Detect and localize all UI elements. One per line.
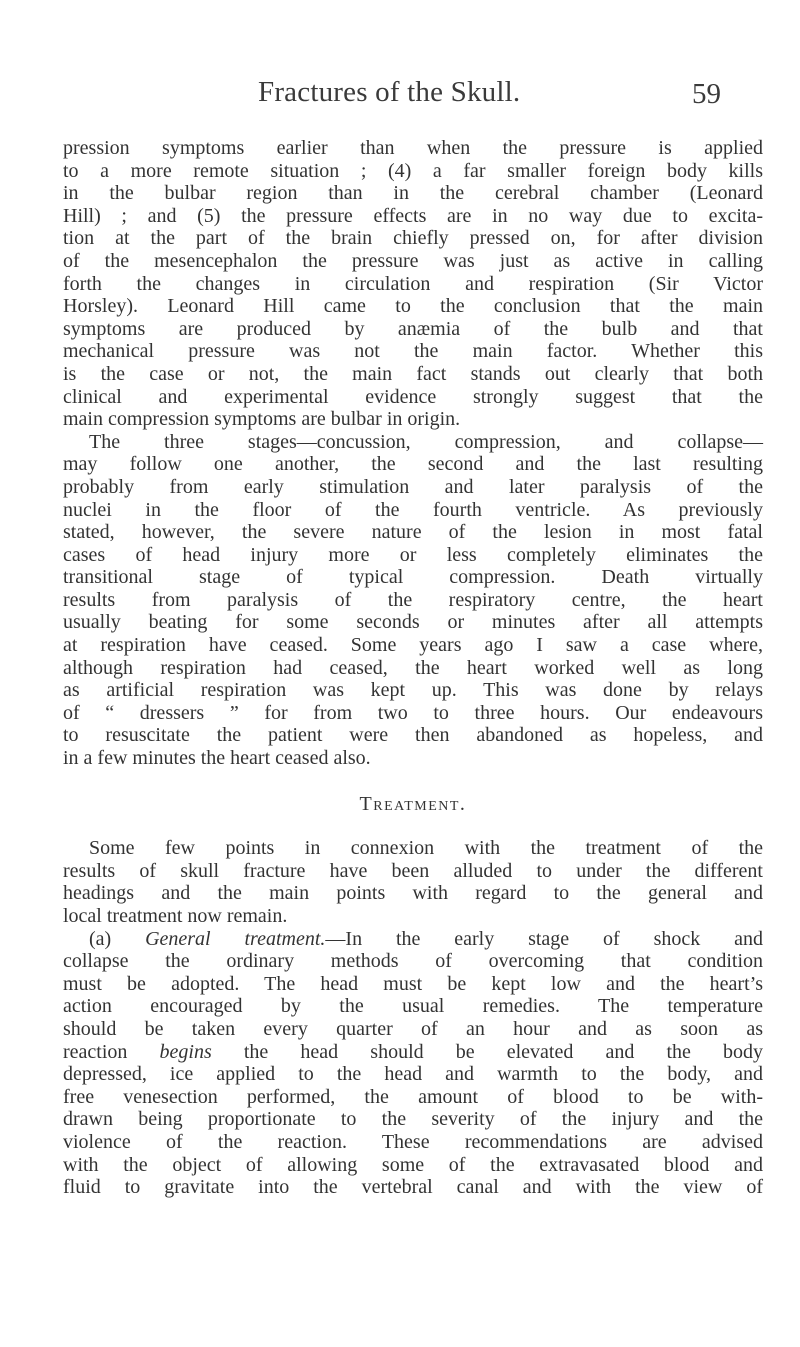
text-line: must be adopted. The head must be kept low and the heart’s [63, 972, 763, 995]
text-line: violence of the reaction. These recommendations are advised [63, 1130, 763, 1153]
text-line: although respiration had ceased, the heart worked well as long [63, 656, 763, 679]
text-line: headings and the main points with regard to the general and [63, 882, 763, 905]
subsection-title: General treatment. [145, 927, 326, 950]
text-line: at respiration have ceased. Some years ago I saw a case where, [63, 634, 763, 657]
subsection-label: (a) [89, 927, 112, 950]
text-line: is the case or not, the main fact stands out clearly that both [63, 362, 763, 385]
text-line: main compression symptoms are bulbar in origin. [63, 408, 461, 431]
text-line: transitional stage of typical compression. Death virtually [63, 566, 763, 589]
running-title: Fractures of the Skull. [258, 76, 521, 108]
text-line: cases of head injury more or less completely eliminates the [63, 543, 763, 566]
text-line: to a more remote situation ; (4) a far smaller foreign body kills [63, 159, 763, 182]
text-line: collapse the ordinary methods of overcoming that condition [63, 950, 763, 973]
paragraph-compression-symptoms [63, 137, 763, 431]
text-line: local treatment now remain. [63, 905, 288, 927]
text-line: The three stages—concussion, compression, and collapse— [89, 430, 763, 453]
text-line: should be taken every quarter of an hour and as soon as [63, 1017, 763, 1040]
text-line: to resuscitate the patient were then abandoned as hopeless, and [63, 724, 763, 747]
text-line: may follow one another, the second and the last resulting [63, 453, 763, 476]
text-line: of “ dressers ” for from two to three hours. Our endeavours [63, 701, 763, 724]
text-line: fluid to gravitate into the vertebral canal and with the view of [63, 1176, 763, 1199]
text-line [63, 1041, 763, 1064]
paragraph-general-treatment [63, 928, 763, 1199]
paragraph-treatment-intro [63, 837, 763, 927]
text-line: usually beating for some seconds or minutes after all attempts [63, 611, 763, 634]
text-line: Horsley). Leonard Hill came to the conclusion that the main [63, 295, 763, 318]
text-line: results from paralysis of the respiratory centre, the heart [63, 588, 763, 611]
text-fragment: —In the early stage of shock and [325, 927, 763, 950]
text-line: probably from early stimulation and later paralysis of the [63, 475, 763, 498]
text-line: nuclei in the floor of the fourth ventricle. As previously [63, 498, 763, 521]
text-line: stated, however, the severe nature of the lesion in most fatal [63, 521, 763, 544]
text-line: clinical and experimental evidence strongly suggest that the [63, 385, 763, 408]
text-line: mechanical pressure was not the main factor. Whether this [63, 340, 763, 363]
text-line: with the object of allowing some of the extravasated blood and [63, 1153, 763, 1176]
text-line: free venesection performed, the amount of blood to be with- [63, 1085, 763, 1108]
text-line: Some few points in connexion with the treatment of the [89, 837, 763, 860]
text-fragment: reaction [63, 1040, 128, 1063]
text-line: action encouraged by the usual remedies. The temperature [63, 995, 763, 1018]
page-header [0, 76, 800, 120]
paragraph-three-stages [63, 431, 763, 770]
text-line: tion at the part of the brain chiefly pressed on, for after division [63, 227, 763, 250]
page-body [63, 137, 763, 1199]
text-fragment: the head should be elevated and the body [243, 1040, 764, 1063]
text-line [63, 928, 763, 951]
text-line: Hill) ; and (5) the pressure effects are in no way due to excita- [63, 204, 763, 227]
text-line: forth the changes in circulation and respiration (Sir Victor [63, 272, 763, 295]
text-line: in the bulbar region than in the cerebral chamber (Leonard [63, 182, 763, 205]
emphasis-text: begins [159, 1040, 212, 1063]
text-line: in a few minutes the heart ceased also. [63, 747, 371, 770]
section-heading: Treatment. [359, 792, 467, 815]
text-line: symptoms are produced by anæmia of the bulb and that [63, 317, 763, 340]
text-line: pression symptoms earlier than when the pressure is applied [63, 137, 763, 159]
page-number: 59 [692, 78, 721, 110]
text-line: as artificial respiration was kept up. This was done by relays [63, 679, 763, 702]
text-line: results of skull fracture have been alluded to under the different [63, 859, 763, 882]
text-line: depressed, ice applied to the head and warmth to the body, and [63, 1063, 763, 1086]
text-line: drawn being proportionate to the severity of the injury and the [63, 1108, 763, 1131]
text-line: of the mesencephalon the pressure was just as active in calling [63, 249, 763, 272]
